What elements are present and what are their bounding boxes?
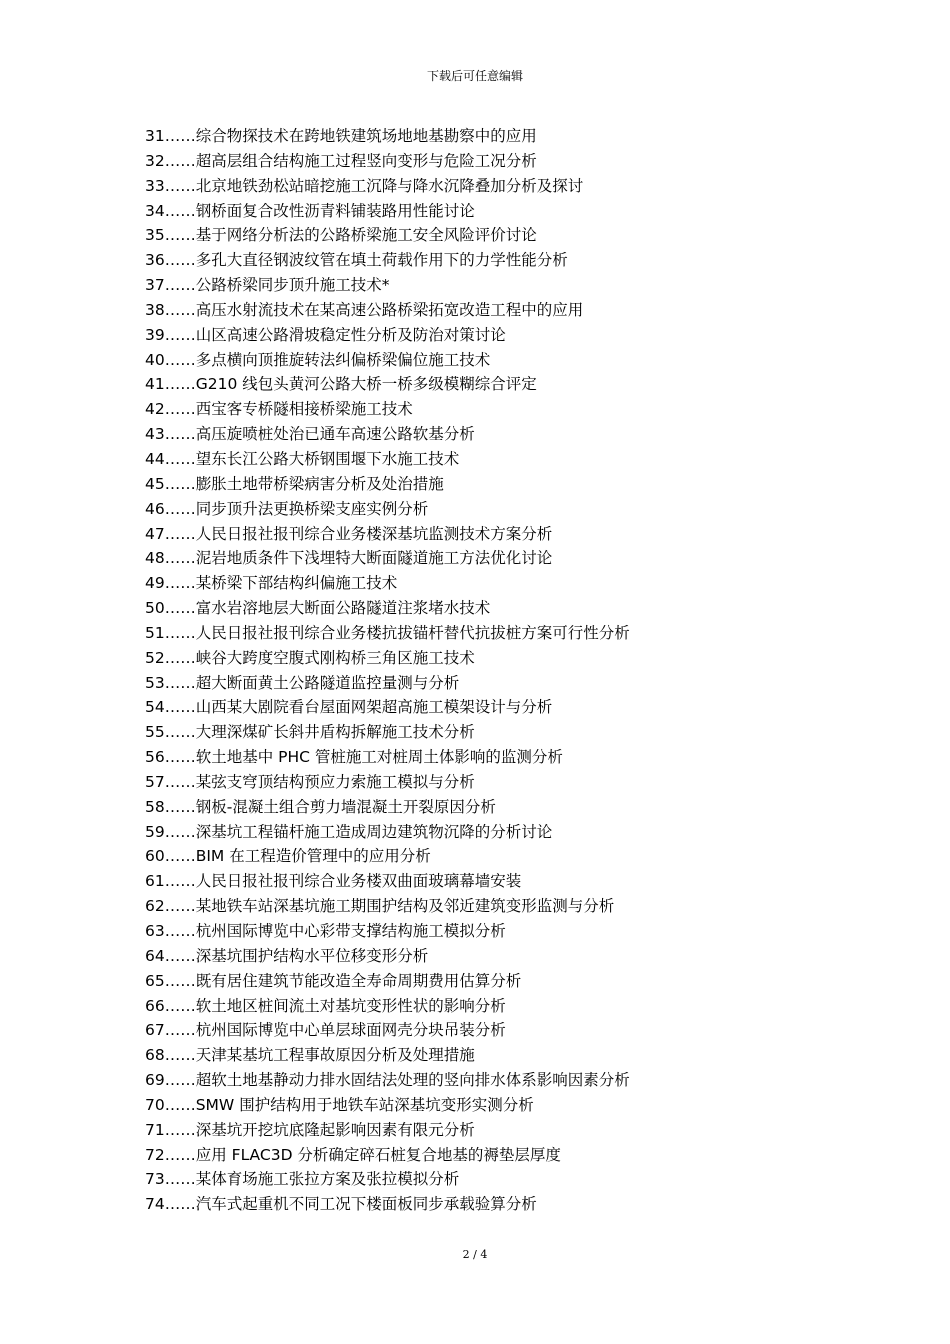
list-item: 45……膨胀土地带桥梁病害分析及处治措施 <box>145 474 444 493</box>
list-item: 62……某地铁车站深基坑施工期围护结构及邻近建筑变形监测与分析 <box>145 897 615 916</box>
list-item: 48……泥岩地质条件下浅埋特大断面隧道施工方法优化讨论 <box>145 549 553 568</box>
list-item: 60……BIM 在工程造价管理中的应用分析 <box>145 847 431 866</box>
list-item: 59……深基坑工程锚杆施工造成周边建筑物沉降的分析讨论 <box>145 822 553 841</box>
list-item: 53……超大断面黄土公路隧道监控量测与分析 <box>145 673 460 692</box>
list-item: 42……西宝客专桥隧相接桥梁施工技术 <box>145 400 413 419</box>
list-item: 65……既有居住建筑节能改造全寿命周期费用估算分析 <box>145 971 522 990</box>
list-item: 38……高压水射流技术在某高速公路桥梁拓宽改造工程中的应用 <box>145 300 584 319</box>
list-item: 32……超高层组合结构施工过程竖向变形与危险工况分析 <box>145 151 537 170</box>
list-item: 44……望东长江公路大桥钢围堰下水施工技术 <box>145 449 460 468</box>
list-item: 50……富水岩溶地层大断面公路隧道注浆堵水技术 <box>145 599 491 618</box>
list-item: 40……多点横向顶推旋转法纠偏桥梁偏位施工技术 <box>145 350 491 369</box>
list-item: 64……深基坑围护结构水平位移变形分析 <box>145 946 429 965</box>
list-item: 49……某桥梁下部结构纠偏施工技术 <box>145 574 398 593</box>
list-item: 71……深基坑开挖坑底隆起影响因素有限元分析 <box>145 1120 475 1139</box>
list-item: 34……钢桥面复合改性沥青料铺装路用性能讨论 <box>145 201 475 220</box>
list-item: 35……基于网络分析法的公路桥梁施工安全风险评价讨论 <box>145 226 537 245</box>
list-item: 67……杭州国际博览中心单层球面网壳分块吊装分析 <box>145 1021 506 1040</box>
list-item: 37……公路桥梁同步顶升施工技术* <box>145 276 390 295</box>
list-item: 39……山区高速公路滑坡稳定性分析及防治对策讨论 <box>145 325 506 344</box>
list-item: 63……杭州国际博览中心彩带支撑结构施工模拟分析 <box>145 922 506 940</box>
list-item: 58……钢板-混凝土组合剪力墙混凝土开裂原因分析 <box>145 797 496 816</box>
list-item: 51……人民日报社报刊综合业务楼抗拔锚杆替代抗拔桩方案可行性分析 <box>145 623 630 642</box>
page-header: 下载后可任意编辑 <box>426 69 523 83</box>
list-item: 57……某弦支穹顶结构预应力索施工模拟与分析 <box>145 772 475 791</box>
list-item: 52……峡谷大跨度空腹式刚构桥三角区施工技术 <box>145 648 475 667</box>
list-item: 36……多孔大直径钢波纹管在填土荷载作用下的力学性能分析 <box>145 251 568 270</box>
list-item: 70……SMW 围护结构用于地铁车站深基坑变形实测分析 <box>145 1095 534 1114</box>
list-item: 66……软土地区桩间流土对基坑变形性状的影响分析 <box>145 996 506 1015</box>
list-item: 54……山西某大剧院看台屋面网架超高施工模架设计与分析 <box>145 698 553 717</box>
list-item: 46……同步顶升法更换桥梁支座实例分析 <box>145 499 429 518</box>
list-item: 69……超软土地基静动力排水固结法处理的竖向排水体系影响因素分析 <box>145 1071 630 1090</box>
list-item: 74……汽车式起重机不同工况下楼面板同步承载验算分析 <box>145 1195 537 1214</box>
list-item: 31……综合物探技术在跨地铁建筑场地地基勘察中的应用 <box>145 127 537 145</box>
list-item: 56……软土地基中 PHC 管桩施工对桩周土体影响的监测分析 <box>145 748 563 767</box>
list-item: 55……大理深煤矿长斜井盾构拆解施工技术分析 <box>145 723 475 742</box>
list-item: 73……某体育场施工张拉方案及张拉模拟分析 <box>145 1170 460 1189</box>
page-number: 2 / 4 <box>462 1248 488 1261</box>
list-item: 47……人民日报社报刊综合业务楼深基坑监测技术方案分析 <box>145 524 553 543</box>
list-item: 33……北京地铁劲松站暗挖施工沉降与降水沉降叠加分析及探讨 <box>145 176 584 195</box>
list-item: 61……人民日报社报刊综合业务楼双曲面玻璃幕墙安装 <box>145 872 522 891</box>
entry-list <box>145 124 845 1217</box>
list-item: 41……G210 线包头黄河公路大桥一桥多级模糊综合评定 <box>145 375 537 394</box>
list-item: 72……应用 FLAC3D 分析确定碎石桩复合地基的褥垫层厚度 <box>145 1145 561 1164</box>
list-item: 43……高压旋喷桩处治已通车高速公路软基分析 <box>145 425 475 444</box>
list-item: 68……天津某基坑工程事故原因分析及处理措施 <box>145 1046 475 1065</box>
